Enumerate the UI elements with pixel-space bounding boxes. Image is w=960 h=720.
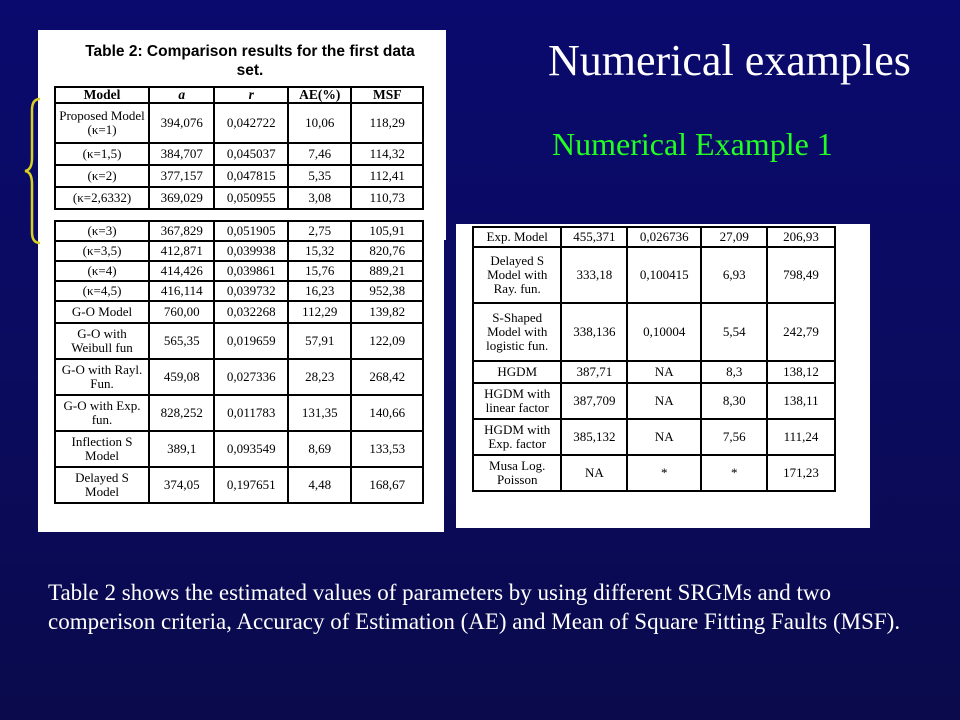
cell-value: 242,79: [767, 303, 835, 361]
cell-model: HGDM with linear factor: [473, 383, 561, 419]
cell-value: 111,24: [767, 419, 835, 455]
cell-model: G-O with Rayl. Fun.: [55, 359, 149, 395]
cell-value: 459,08: [149, 359, 214, 395]
table-row: [55, 187, 423, 209]
table-row: [473, 247, 835, 303]
cell-value: 27,09: [701, 227, 767, 247]
cell-value: 820,76: [351, 241, 423, 261]
cell-value: 168,67: [351, 467, 423, 503]
cell-value: 0,026736: [627, 227, 701, 247]
col-header-ae: AE(%): [288, 87, 351, 103]
cell-value: NA: [627, 361, 701, 383]
table-row: [473, 303, 835, 361]
cell-value: 112,29: [288, 301, 351, 323]
table-row: [55, 261, 423, 281]
cell-value: 5,54: [701, 303, 767, 361]
slide-subtitle: Numerical Example 1: [552, 126, 833, 162]
cell-value: 367,829: [149, 221, 214, 241]
table-body-right: [473, 227, 835, 491]
cell-value: 387,71: [561, 361, 627, 383]
col-header-model: Model: [55, 87, 149, 103]
cell-value: 206,93: [767, 227, 835, 247]
table-header-row: [55, 87, 423, 103]
table-row: [473, 455, 835, 491]
cell-value: 0,050955: [214, 187, 288, 209]
curly-brace-icon: [22, 96, 44, 246]
table-row: [55, 431, 423, 467]
cell-value: 8,3: [701, 361, 767, 383]
cell-value: 0,039861: [214, 261, 288, 281]
table-row: [55, 221, 423, 241]
cell-model: (κ=2,6332): [55, 187, 149, 209]
comparison-table-bottom: [54, 220, 424, 504]
cell-value: 414,426: [149, 261, 214, 281]
cell-value: 0,093549: [214, 431, 288, 467]
cell-model: G-O with Exp. fun.: [55, 395, 149, 431]
table-row: [55, 323, 423, 359]
cell-model: Delayed S Model: [55, 467, 149, 503]
cell-value: 5,35: [288, 165, 351, 187]
table-row: [55, 301, 423, 323]
cell-value: 131,35: [288, 395, 351, 431]
cell-value: 4,48: [288, 467, 351, 503]
cell-value: 565,35: [149, 323, 214, 359]
table-caption: Table 2: Comparison results for the first data set.: [85, 43, 415, 79]
cell-model: G-O Model: [55, 301, 149, 323]
cell-value: 0,032268: [214, 301, 288, 323]
cell-value: 889,21: [351, 261, 423, 281]
cell-value: 0,10004: [627, 303, 701, 361]
cell-value: 6,93: [701, 247, 767, 303]
cell-value: *: [701, 455, 767, 491]
cell-value: 952,38: [351, 281, 423, 301]
cell-model: Proposed Model (κ=1): [55, 103, 149, 143]
cell-value: 0,039732: [214, 281, 288, 301]
cell-model: (κ=1,5): [55, 143, 149, 165]
cell-value: *: [627, 455, 701, 491]
col-header-a: a: [149, 87, 214, 103]
cell-value: 416,114: [149, 281, 214, 301]
cell-value: 389,1: [149, 431, 214, 467]
slide-title: Numerical examples: [548, 36, 911, 85]
cell-value: 15,32: [288, 241, 351, 261]
table-row: [55, 467, 423, 503]
cell-value: NA: [627, 419, 701, 455]
cell-model: S-Shaped Model with logistic fun.: [473, 303, 561, 361]
cell-value: 7,56: [701, 419, 767, 455]
cell-value: 0,045037: [214, 143, 288, 165]
cell-value: 16,23: [288, 281, 351, 301]
cell-value: 0,011783: [214, 395, 288, 431]
cell-value: 57,91: [288, 323, 351, 359]
cell-value: 3,08: [288, 187, 351, 209]
cell-value: 2,75: [288, 221, 351, 241]
cell-value: 384,707: [149, 143, 214, 165]
cell-value: NA: [561, 455, 627, 491]
cell-value: 10,06: [288, 103, 351, 143]
cell-value: 110,73: [351, 187, 423, 209]
cell-model: G-O with Weibull fun: [55, 323, 149, 359]
cell-value: NA: [627, 383, 701, 419]
table-row: [55, 359, 423, 395]
cell-value: 0,100415: [627, 247, 701, 303]
table-row: [55, 165, 423, 187]
cell-model: (κ=4): [55, 261, 149, 281]
cell-model: Delayed S Model with Ray. fun.: [473, 247, 561, 303]
table-row: [473, 419, 835, 455]
cell-value: 760,00: [149, 301, 214, 323]
cell-value: 412,871: [149, 241, 214, 261]
description-paragraph: Table 2 shows the estimated values of parameters by using different SRGMs and two comperison criteria, Accuracy of Estimation (AE) and Mean of Square Fitting Faults (MSF).: [48, 580, 901, 634]
cell-model: HGDM: [473, 361, 561, 383]
cell-value: 138,12: [767, 361, 835, 383]
cell-value: 105,91: [351, 221, 423, 241]
cell-value: 0,051905: [214, 221, 288, 241]
cell-value: 122,09: [351, 323, 423, 359]
table-body-bottom: [55, 221, 423, 503]
col-header-msf: MSF: [351, 87, 423, 103]
cell-model: (κ=3,5): [55, 241, 149, 261]
cell-value: 0,039938: [214, 241, 288, 261]
table-body-top: [55, 103, 423, 209]
cell-value: 394,076: [149, 103, 214, 143]
cell-value: 338,136: [561, 303, 627, 361]
cell-model: (κ=3): [55, 221, 149, 241]
cell-value: 268,42: [351, 359, 423, 395]
cell-model: Exp. Model: [473, 227, 561, 247]
table-row: [473, 383, 835, 419]
cell-value: 171,23: [767, 455, 835, 491]
comparison-table-top: [54, 86, 424, 210]
cell-model: Musa Log. Poisson: [473, 455, 561, 491]
cell-value: 139,82: [351, 301, 423, 323]
cell-value: 112,41: [351, 165, 423, 187]
cell-value: 0,197651: [214, 467, 288, 503]
cell-value: 7,46: [288, 143, 351, 165]
cell-value: 0,047815: [214, 165, 288, 187]
cell-value: 8,69: [288, 431, 351, 467]
cell-model: Inflection S Model: [55, 431, 149, 467]
table-row: [55, 241, 423, 261]
cell-value: 114,32: [351, 143, 423, 165]
table-row: [55, 143, 423, 165]
cell-value: 15,76: [288, 261, 351, 281]
cell-value: 133,53: [351, 431, 423, 467]
cell-value: 828,252: [149, 395, 214, 431]
col-header-r: r: [214, 87, 288, 103]
cell-value: 0,027336: [214, 359, 288, 395]
cell-value: 374,05: [149, 467, 214, 503]
cell-value: 798,49: [767, 247, 835, 303]
table-row: [55, 395, 423, 431]
cell-value: 8,30: [701, 383, 767, 419]
cell-value: 118,29: [351, 103, 423, 143]
cell-value: 140,66: [351, 395, 423, 431]
table-row: [55, 103, 423, 143]
cell-value: 455,371: [561, 227, 627, 247]
cell-value: 387,709: [561, 383, 627, 419]
table-row: [473, 361, 835, 383]
cell-value: 369,029: [149, 187, 214, 209]
cell-model: (κ=2): [55, 165, 149, 187]
comparison-table-right: [472, 226, 836, 492]
table-row: [55, 281, 423, 301]
cell-value: 385,132: [561, 419, 627, 455]
cell-value: 377,157: [149, 165, 214, 187]
cell-value: 138,11: [767, 383, 835, 419]
cell-value: 28,23: [288, 359, 351, 395]
cell-model: (κ=4,5): [55, 281, 149, 301]
cell-value: 0,042722: [214, 103, 288, 143]
table-row: [473, 227, 835, 247]
cell-model: HGDM with Exp. factor: [473, 419, 561, 455]
cell-value: 333,18: [561, 247, 627, 303]
cell-value: 0,019659: [214, 323, 288, 359]
